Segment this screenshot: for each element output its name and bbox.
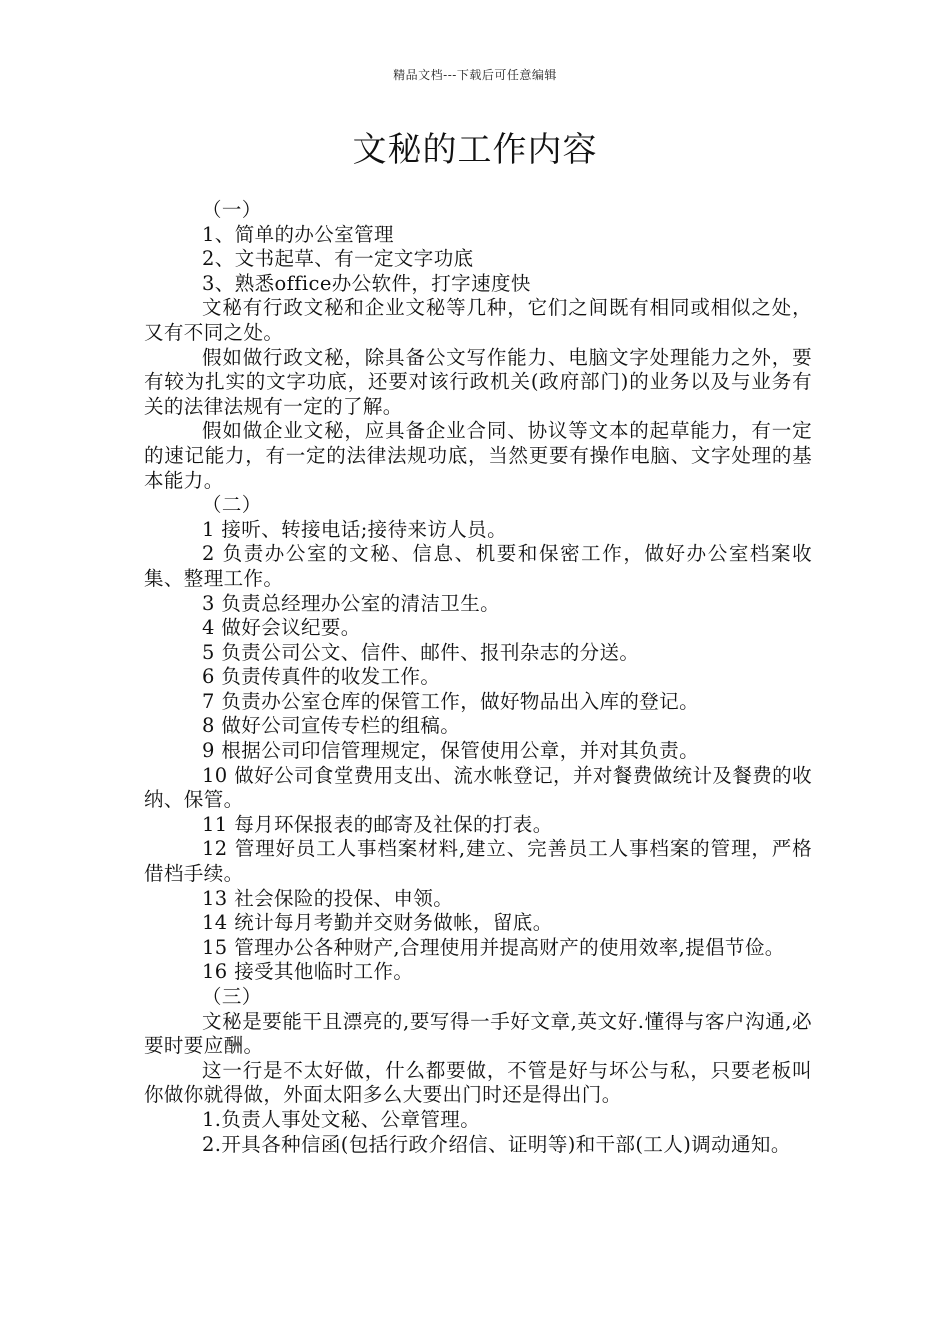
section-heading-2: （二） [202, 493, 262, 517]
list-item: 7 负责办公室仓库的保管工作，做好物品出入库的登记。 [202, 689, 700, 713]
body-paragraph: 文秘是要能干且漂亮的,要写得一手好文章,英文好.懂得与客户沟通,必要时要应酬。 [144, 1009, 812, 1058]
list-item: 3、熟悉office办公软件，打字速度快 [202, 271, 531, 295]
document-title: 文秘的工作内容 [352, 130, 598, 170]
list-item: 2.开具各种信函(包括行政介绍信、证明等)和干部(工人)调动通知。 [202, 1132, 791, 1156]
body-paragraph: 这一行是不太好做，什么都要做，不管是好与坏公与私，只要老板叫你做你就得做，外面太阳多么大要出门时还是得出门。 [144, 1058, 812, 1107]
list-item: 14 统计每月考勤并交财务做帐，留底。 [202, 911, 553, 935]
list-item: 15 管理办公各种财产,合理使用并提高财产的使用效率,提倡节俭。 [202, 935, 785, 959]
list-item: 6 负责传真件的收发工作。 [202, 665, 441, 689]
body-paragraph: 文秘有行政文秘和企业文秘等几种，它们之间既有相同或相似之处，又有不同之处。 [144, 296, 812, 344]
list-item: 9 根据公司印信管理规定，保管使用公章，并对其负责。 [202, 739, 700, 763]
list-item: 12 管理好员工人事档案材料,建立、完善员工人事档案的管理，严格借档手续。 [144, 837, 812, 886]
list-item: 8 做好公司宣传专栏的组稿。 [202, 714, 461, 738]
section-heading-1: （一） [202, 198, 262, 221]
list-item: 1、简单的办公室管理 [202, 222, 394, 246]
list-item: 10 做好公司食堂费用支出、流水帐登记，并对餐费做统计及餐费的收纳、保管。 [144, 763, 812, 812]
list-item: 2 负责办公室的文秘、信息、机要和保密工作，做好办公室档案收集、整理工作。 [144, 542, 812, 590]
document-body [144, 198, 812, 1157]
list-item: 16 接受其他临时工作。 [202, 960, 414, 984]
body-paragraph: 假如做行政文秘，除具备公文写作能力、电脑文字处理能力之外，要有较为扎实的文字功底，还要对该行政机关(政府部门)的业务以及与业务有关的法律法规有一定的了解。 [144, 345, 812, 418]
list-item: 3 负责总经理办公室的清洁卫生。 [202, 591, 501, 615]
page-header: 精品文档---下载后可任意编辑 [393, 68, 557, 82]
list-item: 2、文书起草、有一定文字功底 [202, 247, 474, 271]
list-item: 13 社会保险的投保、申领。 [202, 886, 454, 910]
list-item: 4 做好会议纪要。 [202, 616, 361, 640]
list-item: 5 负责公司公文、信件、邮件、报刊杂志的分送。 [202, 640, 640, 664]
list-item: 1 接听、转接电话;接待来访人员。 [202, 517, 507, 541]
body-paragraph: 假如做企业文秘，应具备企业合同、协议等文本的起草能力，有一定的速记能力，有一定的法律法规功底，当然更要有操作电脑、文字处理的基本能力。 [144, 419, 812, 492]
section-heading-3: （三） [202, 985, 262, 1008]
list-item: 11 每月环保报表的邮寄及社保的打表。 [202, 812, 553, 836]
list-item: 1.负责人事处文秘、公章管理。 [202, 1107, 481, 1131]
